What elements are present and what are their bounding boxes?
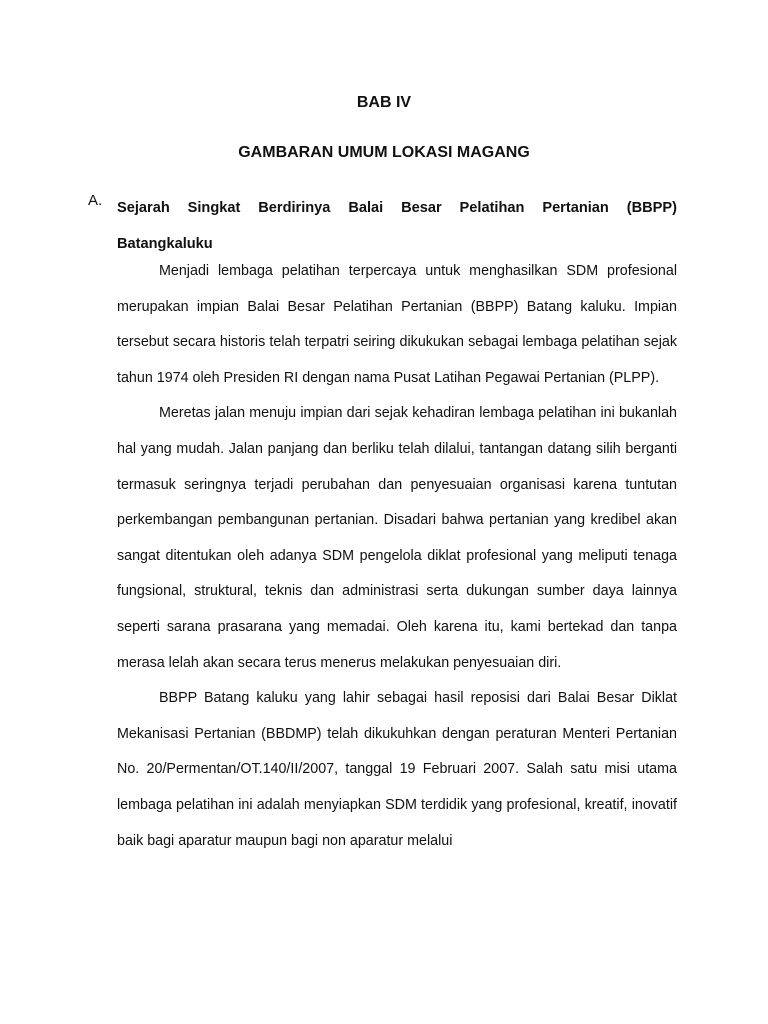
section-heading: Sejarah Singkat Berdirinya Balai Besar Pelatihan Pertanian (BBPP) Batangkaluku: [117, 200, 677, 252]
section-marker: A.: [88, 192, 103, 209]
chapter-subtitle: GAMBARAN UMUM LOKASI MAGANG: [238, 144, 530, 161]
body-text: [117, 254, 677, 859]
paragraph-2: Meretas jalan menuju impian dari sejak kehadiran lembaga pelatihan ini bukanlah hal yang mudah. Jalan panjang dan berliku telah dilalui, tantangan datang silih berganti termasuk seringnya terjadi perubahan dan penyesuaian organisasi karena tuntutan perkembangan pembangunan pertanian. Disadari bahwa pertanian yang kredibel akan sangat ditentukan oleh adanya SDM pengelola diklat profesional yang meliputi tenaga fungsional, struktural, teknis dan administrasi serta dukungan sumber daya lainnya seperti sarana prasarana yang memadai. Oleh karena itu, kami bertekad dan tanpa merasa lelah akan secara terus menerus melakukan penyesuaian diri.: [117, 405, 677, 671]
chapter-title: BAB IV: [356, 94, 412, 111]
paragraph-3: BBPP Batang kaluku yang lahir sebagai hasil reposisi dari Balai Besar Diklat Mekanisasi Pertanian (BBDMP) telah dikukuhkan dengan peraturan Menteri Pertanian No. 20/Permentan/OT.140/II/2007, tanggal 19 Februari 2007. Salah satu misi utama lembaga pelatihan ini adalah menyiapkan SDM terdidik yang profesional, kreatif, inovatif baik bagi aparatur maupun bagi non aparatur melalui: [117, 690, 677, 849]
paragraph-1: Menjadi lembaga pelatihan terpercaya untuk menghasilkan SDM profesional merupakan impian Balai Besar Pelatihan Pertanian (BBPP) Batang kaluku. Impian tersebut secara historis telah terpatri seiring dikukukan sebagai lembaga pelatihan sejak tahun 1974 oleh Presiden RI dengan nama Pusat Latihan Pegawai Pertanian (PLPP).: [117, 263, 677, 386]
